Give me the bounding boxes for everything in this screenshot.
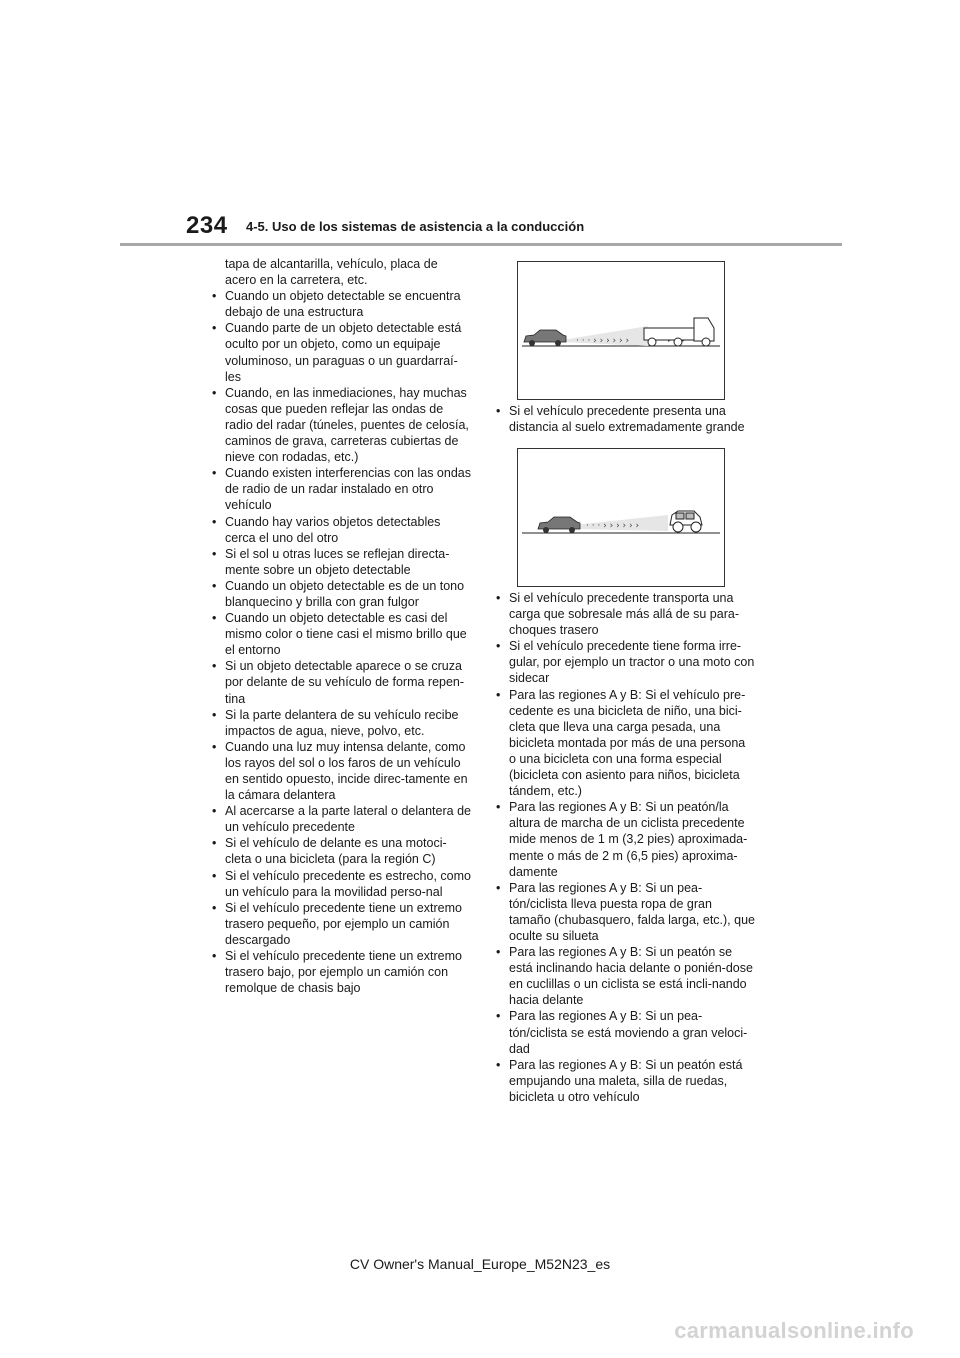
right-block-1 [493,403,755,435]
footer-manual-name: CV Owner's Manual_Europe_M52N23_es [349,1256,611,1272]
list-item: • Cuando, en las inmediaciones, hay muchas cosas que pueden reflejar las ondas de radio del radar (túneles, puentes de celosía, caminos de grava, carreteras cubiertas de nieve con rodadas, etc.) [209,385,471,465]
list-item: • Si el vehículo precedente tiene un extremo trasero pequeño, por ejemplo un camión descargado [209,900,471,948]
svg-text:· · · › › › › › ›: · · · › › › › › › [576,336,630,346]
list-item: • Cuando hay varios objetos detectables cerca el uno del otro [209,514,471,546]
list-item: • Cuando un objeto detectable se encuentra debajo de una estructura [209,288,471,320]
radar-truck-figure [517,261,725,400]
list-item: • Para las regiones A y B: Si un peatón está empujando una maleta, silla de ruedas, bicicleta u otro vehículo [493,1057,755,1105]
car-radar-suv-icon [518,449,724,586]
list-item: • Cuando parte de un objeto detectable está oculto por un objeto, como un equipaje voluminoso, un paraguas o un guardarraí-les [209,320,471,384]
right-bullet-list [493,590,755,1105]
list-item: • Cuando un objeto detectable es casi del mismo color o tiene casi el mismo brillo que el entorno [209,610,471,658]
list-item: • Si el vehículo precedente presenta una distancia al suelo extremadamente grande [493,403,755,435]
watermark: carmanualsonline.info [674,1318,914,1343]
list-item: • Cuando una luz muy intensa delante, como los rayos del sol o los faros de un vehículo en sentido opuesto, incide direc-tamente en la cámara delantera [209,739,471,803]
list-item: • Al acercarse a la parte lateral o delantera de un vehículo precedente [209,803,471,835]
list-item: • Para las regiones A y B: Si un pea-tón/ciclista se está moviendo a gran veloci-dad [493,1008,755,1056]
list-item: • Si la parte delantera de su vehículo recibe impactos de agua, nieve, polvo, etc. [209,707,471,739]
list-item: • Cuando un objeto detectable es de un tono blanquecino y brilla con gran fulgor [209,578,471,610]
list-item: • Si el vehículo precedente tiene forma irre-gular, por ejemplo un tractor o una moto con sidecar [493,638,755,686]
list-item: • Para las regiones A y B: Si un peatón/la altura de marcha de un ciclista precedente mide menos de 1 m (3,2 pies) aproximada-mente o más de 2 m (6,5 pies) aproxima-damente [493,799,755,879]
list-item: • Si el vehículo de delante es una motoci-cleta o una bicicleta (para la región C) [209,835,471,867]
list-item: • Para las regiones A y B: Si el vehículo pre-cedente es una bicicleta de niño, una bici-cleta que lleva una carga pesada, una bicicleta montada por más de una persona o una bicicleta con una forma especial (bicicleta con asiento para niños, bicicleta tándem, etc.) [493,687,755,800]
svg-text:· · · › › › › › ›: · · · › › › › › › [586,521,640,531]
section-title: 4-5. Uso de los sistemas de asistencia a la conducción [246,219,585,234]
list-item: • Para las regiones A y B: Si un peatón se está inclinando hacia delante o ponién-dose en cuclillas o un ciclista se está incli-nando hacia delante [493,944,755,1008]
right-block-2 [493,590,755,1105]
radar-suv-figure [517,448,725,587]
list-item: • Si el vehículo precedente tiene un extremo trasero bajo, por ejemplo un camión con remolque de chasis bajo [209,948,471,996]
list-item: • Si el sol u otras luces se reflejan directa-mente sobre un objeto detectable [209,546,471,578]
page-number: 234 [186,212,228,239]
intro-text: tapa de alcantarilla, vehículo, placa de acero en la carretera, etc. [225,257,438,288]
list-item: • Cuando existen interferencias con las ondas de radio de un radar instalado en otro vehículo [209,465,471,513]
left-bullet-list [209,288,471,996]
list-item: • Para las regiones A y B: Si un pea-tón/ciclista lleva puesta ropa de gran tamaño (chubasquero, falda larga, etc.), que oculte su silueta [493,880,755,944]
car-radar-truck-icon [518,262,724,399]
list-item: • Si el vehículo precedente transporta una carga que sobresale más allá de su para-choques trasero [493,590,755,638]
header-divider [120,243,842,246]
list-item: • Si el vehículo precedente es estrecho, como un vehículo para la movilidad perso-nal [209,868,471,900]
left-column [209,256,471,996]
list-item: • Si un objeto detectable aparece o se cruza por delante de su vehículo de forma repen-tina [209,658,471,706]
